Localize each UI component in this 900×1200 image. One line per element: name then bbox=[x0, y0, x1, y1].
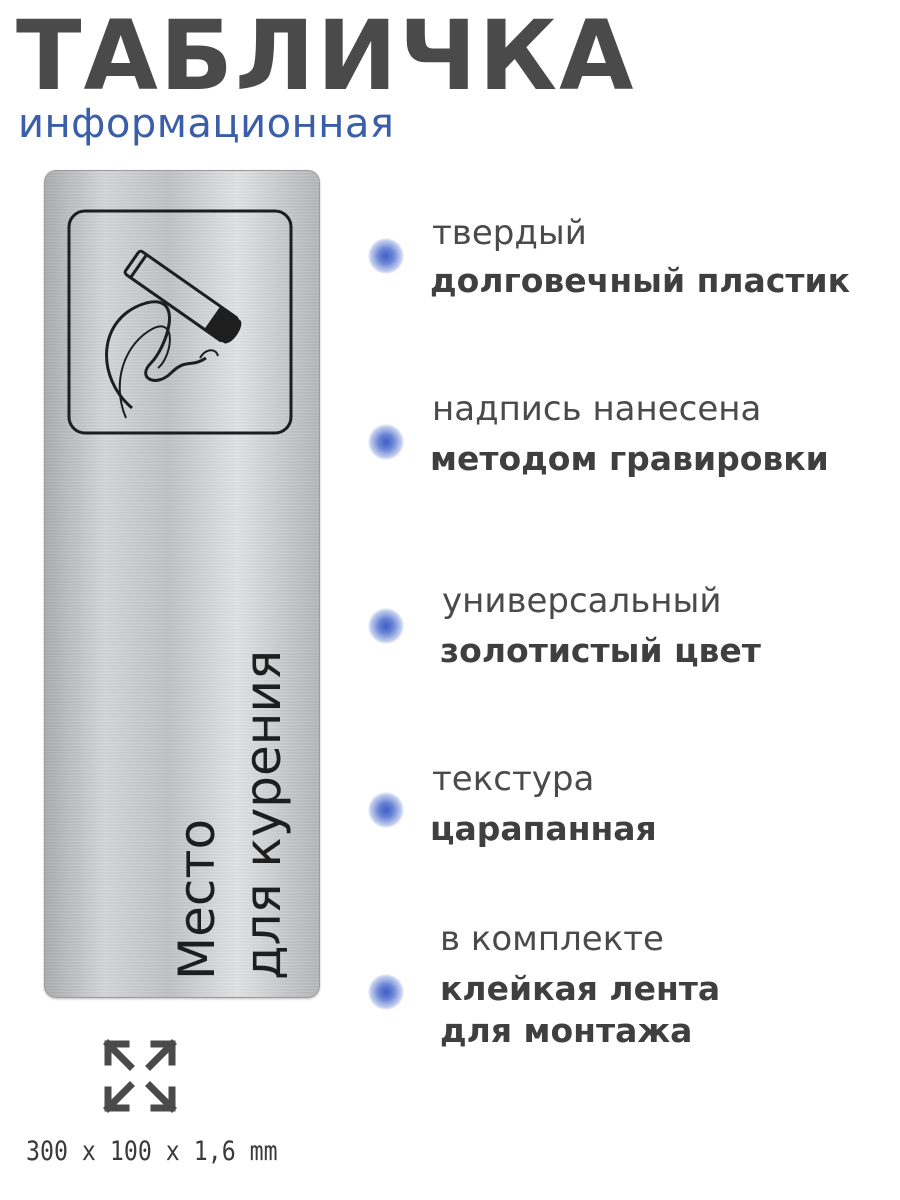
plate-text-line1: Место bbox=[168, 818, 226, 980]
feature-value bbox=[430, 808, 657, 850]
feature-label: универсальный bbox=[442, 581, 722, 621]
bullet-dot-icon bbox=[368, 608, 404, 644]
feature-value-line: долговечный пластик bbox=[430, 261, 851, 300]
bullet-dot-icon bbox=[368, 792, 404, 828]
page-title: ТАБЛИЧКА bbox=[16, 0, 636, 112]
feature-value-line: золотистый цвет bbox=[440, 631, 761, 670]
bullet-dot-icon bbox=[368, 238, 404, 274]
plate-sign-text bbox=[164, 650, 296, 980]
sign-plate bbox=[44, 170, 320, 998]
bullet-dot-icon bbox=[368, 974, 404, 1010]
smoking-cigarette-icon bbox=[66, 208, 294, 436]
feature-label: текстура bbox=[432, 759, 595, 799]
feature-value bbox=[440, 630, 761, 672]
feature-value-line: клейкая лента bbox=[440, 969, 721, 1008]
dimensions-text: 300 x 100 x 1,6 mm bbox=[26, 1136, 278, 1167]
feature-value bbox=[440, 968, 720, 1052]
feature-label: в комплекте bbox=[440, 919, 664, 959]
feature-value-line: для монтажа bbox=[440, 1011, 693, 1051]
plate-text-line2: для курения bbox=[234, 649, 292, 980]
bullet-dot-icon bbox=[368, 424, 404, 460]
resize-arrows-icon bbox=[100, 1036, 180, 1116]
feature-label: надпись нанесена bbox=[432, 389, 762, 429]
feature-value-line: методом гравировки bbox=[430, 439, 829, 478]
feature-value bbox=[430, 260, 850, 302]
feature-value-line: царапанная bbox=[430, 809, 657, 848]
page-subtitle: информационная bbox=[18, 101, 395, 147]
feature-label: твердый bbox=[432, 213, 587, 253]
feature-value bbox=[430, 438, 829, 480]
